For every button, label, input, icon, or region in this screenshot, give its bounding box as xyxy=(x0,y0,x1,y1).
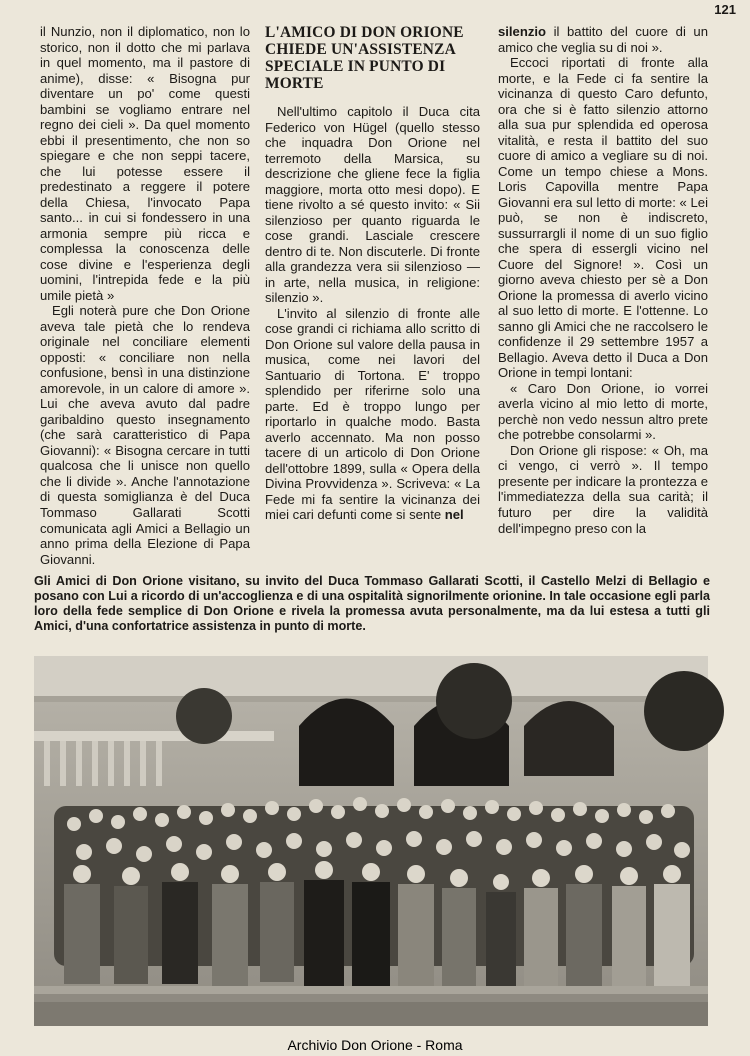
paragraph: Nell'ultimo capitolo il Duca cita Federico von Hügel (quello stesso che inquadra Don Orione nel terremoto della Marsica, su descrizione che gliene fece la figlia maggiore, morta otto mesi dopo). E tiene rivolto a sé questo invito: « Sii silenzioso per quanto riguarda le cose grandi. Lasciale crescere dentro di te. Non discuterle. Di fronte alla grandezza vera sii silenzioso — in arte, nella musica, in religione: silenzio ». xyxy=(265,104,480,306)
bold-word: silenzio xyxy=(498,24,547,39)
paragraph-text: il battito del cuore di un amico che veglia su di noi ». xyxy=(498,24,708,55)
group-photo-illustration xyxy=(34,656,708,1026)
photo-caption: Gli Amici di Don Orione visitano, su invito del Duca Tommaso Gallarati Scotti, il Castello Melzi di Bellagio e posano con Lui a ricordo di un'accoglienza e di una ospitalità signorilmente orionine. In tale occasione egli parla loro della fede semplice di Don Orione e rivela la promessa avuta personalmente, ma da lui estesa a tutti gli Amici, d'una confortatrice assistenza in punto di morte. xyxy=(34,574,710,633)
article-column-2 xyxy=(265,24,480,556)
paragraph: « Caro Don Orione, io vorrei averla vicino al mio letto di morte, perchè non vedo nessun altro prete che potrebbe consolarmi ». xyxy=(498,380,708,443)
article-column-1 xyxy=(40,24,250,567)
paragraph-text: L'invito al silenzio di fronte alle cose grandi ci richiama allo scritto di Don Orione sul valore della pausa in musica, come nei lavori del Santuario di Tortona. E' troppo splendido per riferirne solo una parte. Ed è troppo lungo per riportarlo in qualche modo. Basta averlo accennato. Ma non posso tacere di un articolo di Don Orione dell'ottobre 1899, sulla « Opera della Divina Provvidenza ». Scriveva: « La Fede mi fa sentire la vicinanza dei miei cari defunti come si sente xyxy=(265,305,480,523)
article-column-3 xyxy=(498,24,708,556)
paragraph: Eccoci riportati di fronte alla morte, e la Fede ci fa sentire la vicinanza di questo Caro defunto, ora che si è fatto silenzio attorno alla sua pur splendida ed operosa vitalità, e resta il battito del suo cuore di amico a vegliare su di noi. Come un tempo chiese a Mons. Loris Capovilla mentre Papa Giovanni era sul letto di morte: « Lei può, se non è indiscreto, sussurrargli il nome di un suo figlio che spera di essergli vicino nel Cuore del Signore! ». Così un giorno aveva chiesto per sè a Don Orione la promessa di averlo vicino al suo letto di morte. E l'ottenne. Lo sanno gli Amici che ne raccolsero le confidenze il 29 settembre 1957 a Bellagio. Aveva detto il Duca a Don Orione in tempi lontani: xyxy=(498,55,708,381)
group-photo xyxy=(34,656,708,1026)
paragraph xyxy=(265,306,480,523)
archive-footer: Archivio Don Orione - Roma xyxy=(287,1037,463,1053)
paragraph: Egli noterà pure che Don Orione aveva tale pietà che lo rendeva originale nel conciliare elementi opposti: « conciliare non nella confusione, bensì in una distinzione amorevole, in un calore di amore ». Lui che aveva avuto dal padre garibaldino questo insegnamento (che sarà caratteristico di Papa Giovanni): « Bisogna cercare in tutti qualcosa che li unisce non quello che li divide ». Anche l'annotazione di questa somiglianza è del Duca Tommaso Gallarati Scotti comunicata agli Amici a Bellagio un anno prima della Elezione di Papa Giovanni. xyxy=(40,303,250,567)
section-headline: L'AMICO DI DON ORIONE CHIEDE UN'ASSISTENZA SPECIALE IN PUNTO DI MORTE xyxy=(265,24,464,92)
paragraph xyxy=(498,24,708,55)
page-number: 121 xyxy=(714,2,736,17)
paragraph: Don Orione gli rispose: « Oh, ma ci vengo, ci verrò ». Il tempo presente per indicare la prontezza e l'immediatezza della sua carità; il futuro per dire la validità dell'impegno preso con la xyxy=(498,442,708,536)
paragraph: il Nunzio, non il diplomatico, non lo storico, non il dotto che mi parlava in quel momento, ma il pastore di anime), disse: « Bisogna pur diventare un po' come questi bambini se vogliamo entrare nel regno dei cieli ». Da quel momento ebbi il presentimento, che non so spiegare e che non seppi tacere, che lui potesse essere il predestinato a reggere il potere della Chiesa, l'invocato Papa santo... in cui si fondessero in una armonia sempre più ricca e complessa la conoscenza delle cose divine e l'esperienza degli uomini, l'intrepida fede e la più umile pietà » xyxy=(40,24,250,303)
bold-word: nel xyxy=(444,507,464,523)
